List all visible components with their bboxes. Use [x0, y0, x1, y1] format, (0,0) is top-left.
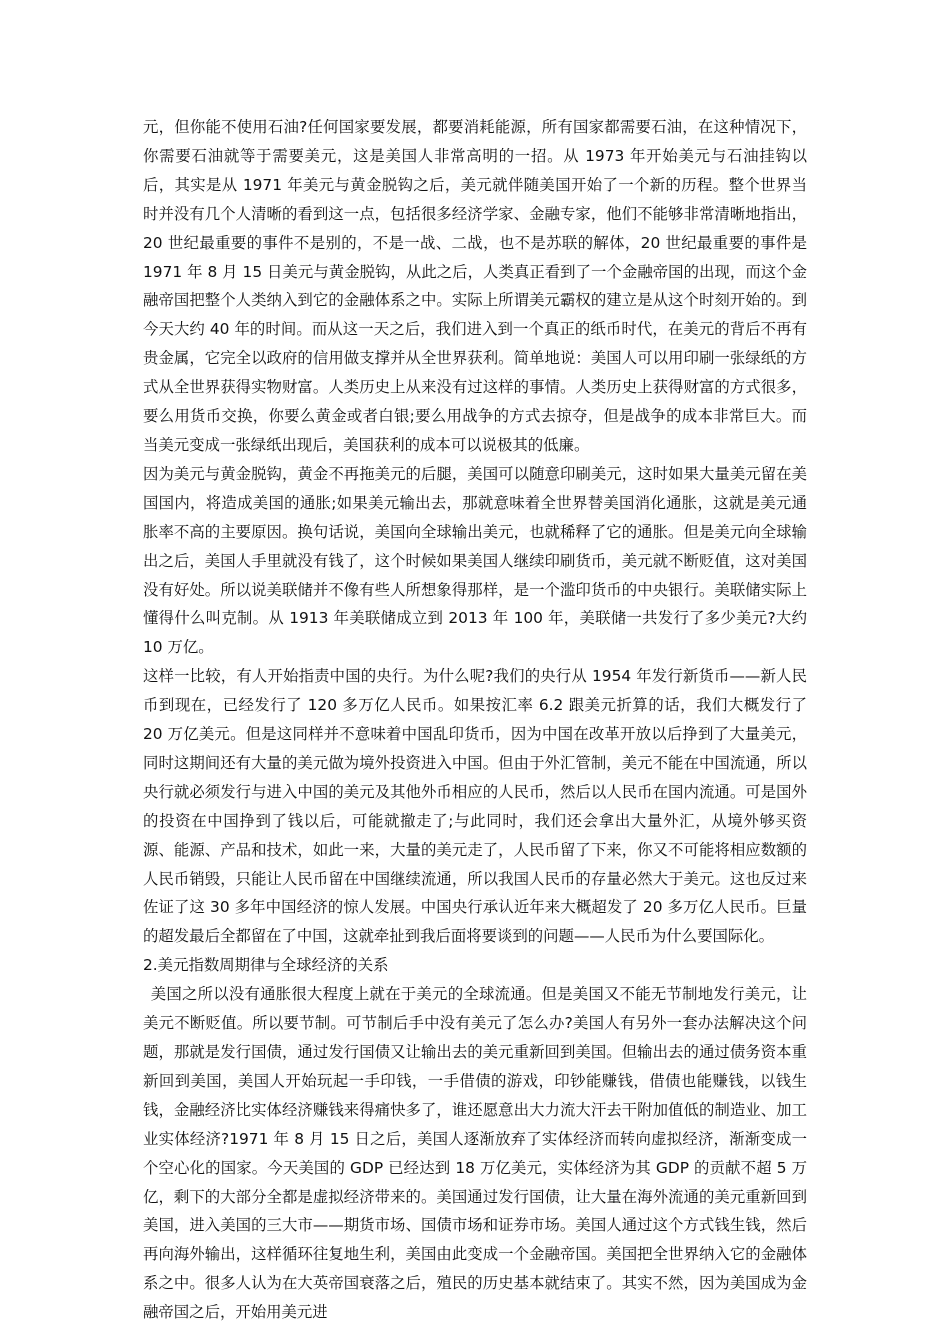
document-page	[143, 113, 807, 1327]
paragraph-3: 这样一比较，有人开始指责中国的央行。为什么呢?我们的央行从 1954 年发行新货币——新人民币到现在，已经发行了 120 多万亿人民币。如果按汇率 6.2 跟美元折算的话，我们大概发行了 20 万亿美元。但是这同样并不意味着中国乱印货币，因为中国在改革开放以后挣到了大量美元，同时这期间还有大量的美元做为境外投资进入中国。但由于外汇管制，美元不能在中国流通，所以央行就必须发行与进入中国的美元及其他外币相应的人民币，然后以人民币在国内流通。可是国外的投资在中国挣到了钱以后，可能就撤走了;与此同时，我们还会拿出大量外汇，从境外够买资源、能源、产品和技术，如此一来，大量的美元走了，人民币留了下来，你又不可能将相应数额的人民币销毁，只能让人民币留在中国继续流通，所以我国人民币的存量必然大于美元。这也反过来佐证了这 30 多年中国经济的惊人发展。中国央行承认近年来大概超发了 20 多万亿人民币。巨量的超发最后全都留在了中国，这就牵扯到我后面将要谈到的问题——人民币为什么要国际化。	[143, 667, 807, 946]
section-heading: 2.美元指数周期律与全球经济的关系	[143, 956, 389, 975]
paragraph-1: 元，但你能不使用石油?任何国家要发展，都要消耗能源，所有国家都需要石油，在这种情况下，你需要石油就等于需要美元，这是美国人非常高明的一招。从 1973 年开始美元与石油挂钩以后，其实是从 1971 年美元与黄金脱钩之后，美元就伴随美国开始了一个新的历程。整个世界当时并没有几个人清晰的看到这一点，包括很多经济学家、金融专家，他们不能够非常清晰地指出，20 世纪最重要的事件不是别的，不是一战、二战，也不是苏联的解体，20 世纪最重要的事件是 1971 年 8 月 15 日美元与黄金脱钩，从此之后，人类真正看到了一个金融帝国的出现，而这个金融帝国把整个人类纳入到它的金融体系之中。实际上所谓美元霸权的建立是从这个时刻开始的。到今天大约 40 年的时间。而从这一天之后，我们进入到一个真正的纸币时代，在美元的背后不再有贵金属，它完全以政府的信用做支撑并从全世界获利。简单地说：美国人可以用印刷一张绿纸的方式从全世界获得实物财富。人类历史上从来没有过这样的事情。人类历史上获得财富的方式很多，要么用货币交换，你要么黄金或者白银;要么用战争的方式去掠夺，但是战争的成本非常巨大。而当美元变成一张绿纸出现后，美国获利的成本可以说极其的低廉。	[143, 118, 807, 454]
paragraph-2: 因为美元与黄金脱钩，黄金不再拖美元的后腿，美国可以随意印刷美元，这时如果大量美元留在美国国内，将造成美国的通胀;如果美元输出去，那就意味着全世界替美国消化通胀，这就是美元通胀率不高的主要原因。换句话说，美国向全球输出美元，也就稀释了它的通胀。但是美元向全球输出之后，美国人手里就没有钱了，这个时候如果美国人继续印刷货币，美元就不断贬值，这对美国没有好处。所以说美联储并不像有些人所想象得那样，是一个滥印货币的中央银行。美联储实际上懂得什么叫克制。从 1913 年美联储成立到 2013 年 100 年，美联储一共发行了多少美元?大约 10 万亿。	[143, 464, 807, 657]
section-paragraph-1: 美国之所以没有通胀很大程度上就在于美元的全球流通。但是美国又不能无节制地发行美元，让美元不断贬值。所以要节制。可节制后手中没有美元了怎么办?美国人有另外一套办法解决这个问题，那就是发行国债，通过发行国债又让输出去的美元重新回到美国。但输出去的通过债务资本重新回到美国，美国人开始玩起一手印钱，一手借债的游戏，印钞能赚钱，借债也能赚钱，以钱生钱，金融经济比实体经济赚钱来得痛快多了，谁还愿意出大力流大汗去干附加值低的制造业、加工业实体经济?1971 年 8 月 15 日之后，美国人逐渐放弃了实体经济而转向虚拟经济，渐渐变成一个空心化的国家。今天美国的 GDP 已经达到 18 万亿美元，实体经济为其 GDP 的贡献不超 5 万亿，剩下的大部分全都是虚拟经济带来的。美国通过发行国债，让大量在海外流通的美元重新回到美国，进入美国的三大市——期货市场、国债市场和证券市场。美国人通过这个方式钱生钱，然后再向海外输出，这样循环往复地生利，美国由此变成一个金融帝国。美国把全世界纳入它的金融体系之中。很多人认为在大英帝国衰落之后，殖民的历史基本就结束了。其实不然，因为美国成为金融帝国之后，开始用美元进	[143, 985, 807, 1322]
